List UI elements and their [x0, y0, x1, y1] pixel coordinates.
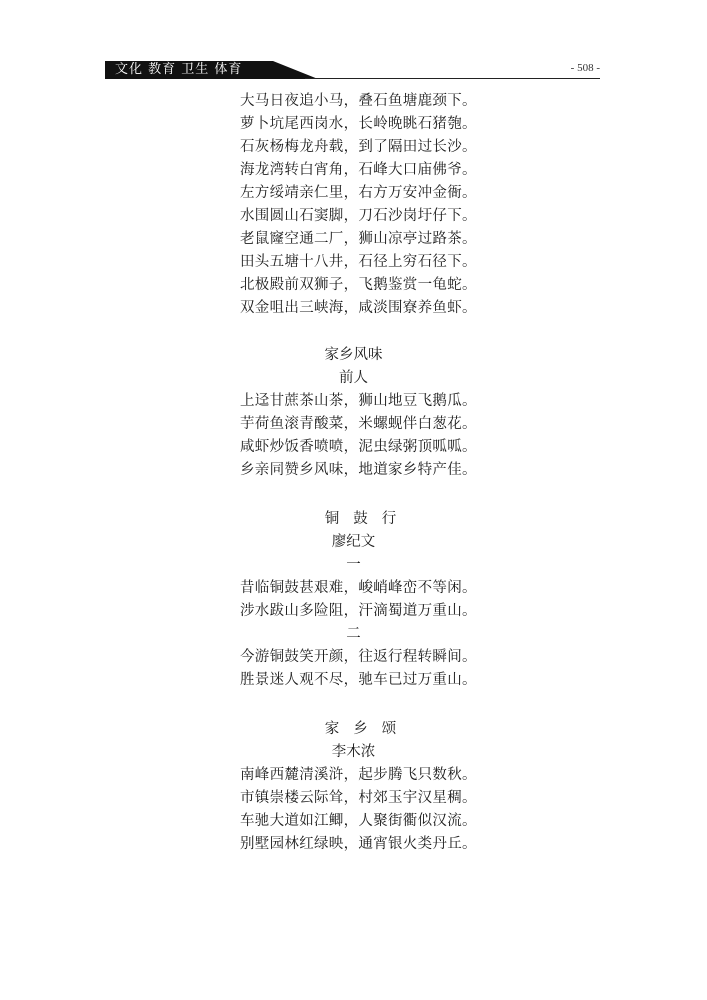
poem-line: 胜景迷人观不尽，驰车已过万重山。	[240, 672, 477, 688]
part-label: 二	[346, 626, 361, 642]
poem-author: 李木浓	[331, 744, 376, 760]
poem-line: 乡亲同赞乡风味，地道家乡特产佳。	[240, 462, 477, 478]
poem-line: 涉水跋山多险阻，汗滴蜀道万重山。	[240, 603, 477, 619]
poem-line: 咸虾炒饭香喷喷，泥虫绿粥顶呱呱。	[240, 439, 477, 455]
poem-line: 石灰杨梅龙舟载，到了隔田过长沙。	[240, 139, 477, 155]
poem-line: 北极殿前双狮子，飞鹅鉴赏一龟蛇。	[240, 277, 477, 293]
part-label: 一	[346, 557, 361, 573]
poem-line: 老鼠窿空通二厂，狮山凉亭过路茶。	[240, 231, 477, 247]
poem-line: 车驰大道如江鲫，人聚街衢似汉流。	[240, 813, 477, 829]
poem-author: 廖纪文	[331, 534, 376, 550]
poem-title: 家乡颂	[324, 721, 411, 737]
poem-line: 别墅园林红绿映，通宵银火类丹丘。	[240, 836, 477, 852]
poem-line: 芋荷鱼滚青酸菜，米螺蚬伴白葱花。	[240, 416, 477, 432]
poem-line: 上迳甘蔗茶山茶，狮山地豆飞鹅瓜。	[240, 393, 477, 409]
poem-line: 大马日夜追小马，叠石鱼塘鹿颈下。	[240, 93, 477, 109]
header-section-label: 文化 教育 卫生 体育	[115, 62, 243, 77]
poem-line: 海龙湾转白宵角，石峰大口庙佛爷。	[240, 162, 477, 178]
page-number: - 508 -	[570, 62, 600, 74]
poem-title: 家乡风味	[324, 347, 383, 363]
poem-line: 水围圆山石窦脚，刀石沙岗圩仔下。	[240, 208, 477, 224]
poem-line: 南峰西麓清溪浒，起步腾飞只数秋。	[240, 767, 477, 783]
poem-line: 市镇崇楼云际耸，村郊玉宇汉星稠。	[240, 790, 477, 806]
poem-line: 田头五塘十八井，石径上穷石径下。	[240, 254, 477, 270]
poem-line: 萝卜坑尾西岗水，长岭晚眺石猪匏。	[240, 116, 477, 132]
header-rule	[305, 78, 600, 79]
poem-line: 双金咀出三峡海，咸淡围寮养鱼虾。	[240, 300, 477, 316]
poem-author: 前人	[339, 370, 368, 386]
poem-line: 昔临铜鼓甚艰难，峻峭峰峦不等闲。	[240, 580, 477, 596]
poem-title: 铜鼓行	[324, 511, 411, 527]
poem-line: 今游铜鼓笑开颜，往返行程转瞬间。	[240, 649, 477, 665]
poem-line: 左方绥靖亲仁里，右方万安冲金衙。	[240, 185, 477, 201]
running-header	[105, 61, 600, 79]
